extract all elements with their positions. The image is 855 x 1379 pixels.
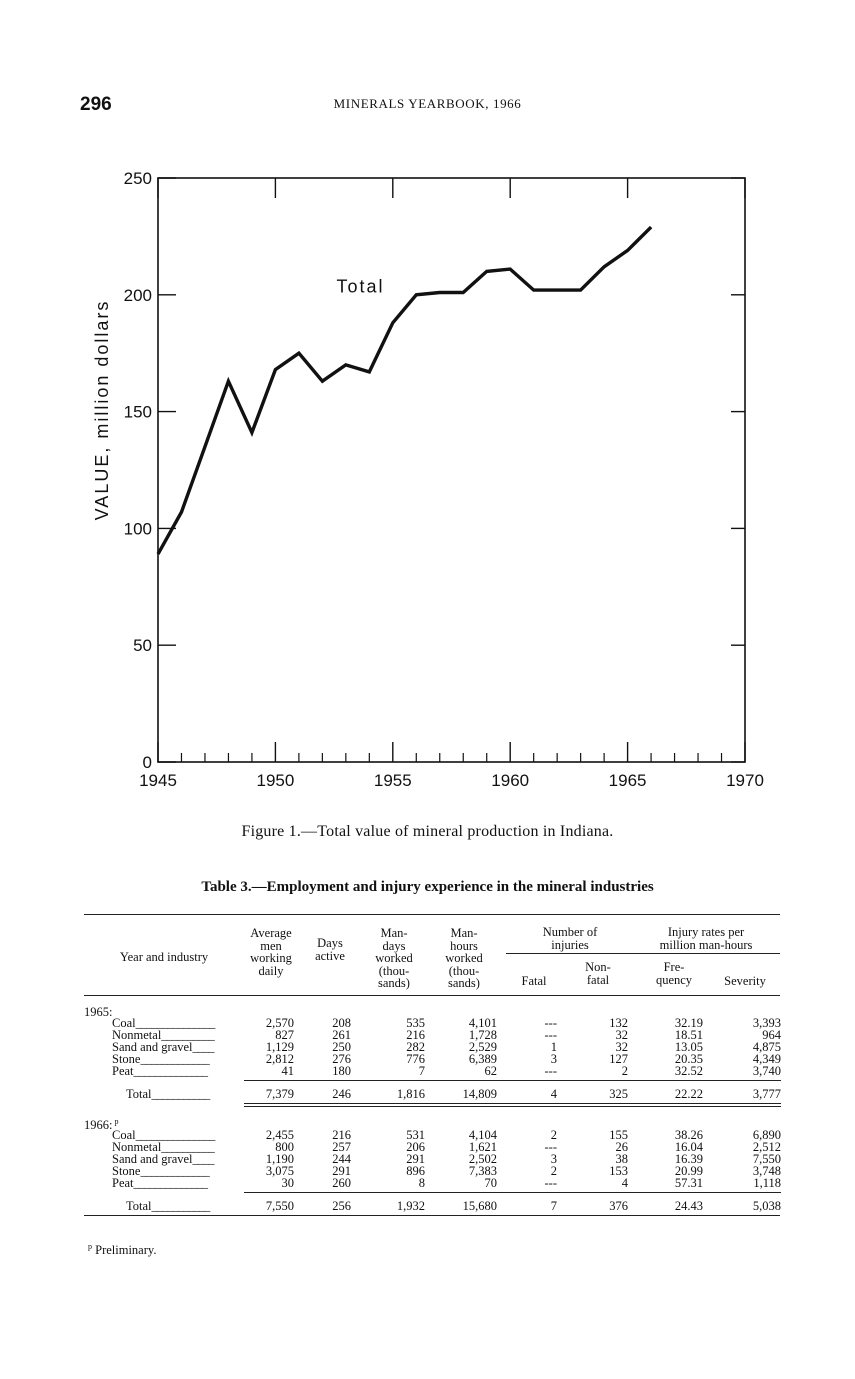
total-row-severity: 5,038 xyxy=(752,1199,781,1213)
row-leader-dots: ______________ xyxy=(133,1176,208,1190)
header-year-industry xyxy=(84,951,244,964)
total-row-days: 256 xyxy=(332,1199,351,1213)
total-row-severity: 3,777 xyxy=(752,1087,781,1101)
row-label-text: Total xyxy=(126,1087,152,1101)
header-man-hours-line: (thou- xyxy=(448,963,480,978)
y-tick-label: 250 xyxy=(123,169,152,188)
total-row-frequency: 24.43 xyxy=(674,1199,703,1213)
table-row-mandays: 896 xyxy=(406,1164,425,1178)
table-row-days: 276 xyxy=(332,1052,351,1066)
series-label-total: Total xyxy=(336,276,385,297)
page-number: 296 xyxy=(80,94,112,115)
table-row-severity: 3,748 xyxy=(752,1164,781,1178)
row-leader-dots: _____________ xyxy=(140,1052,209,1066)
table-row-men: 800 xyxy=(275,1140,294,1154)
table-row-men: 3,075 xyxy=(265,1164,294,1178)
table-row-severity: 3,740 xyxy=(752,1064,781,1078)
table-row-men: 2,812 xyxy=(265,1052,294,1066)
table-row-mandays: 531 xyxy=(406,1128,425,1142)
table-row-fatal: --- xyxy=(544,1176,557,1190)
table-row-men: 30 xyxy=(281,1176,294,1190)
header-injury-rates-line: million man-hours xyxy=(659,937,753,952)
x-tick-label: 1960 xyxy=(491,771,530,790)
series-line-total xyxy=(158,227,651,554)
header-man-hours-line: Man- xyxy=(450,926,478,940)
table-row-days: 180 xyxy=(332,1064,351,1078)
table-row-frequency: 57.31 xyxy=(674,1176,703,1190)
y-axis-title: VALUE, million dollars xyxy=(92,299,112,521)
total-double-rule-a xyxy=(244,1103,781,1104)
header-bottom-rule xyxy=(84,995,780,996)
table-row-severity: 2,512 xyxy=(752,1140,781,1154)
table-row-severity: 4,875 xyxy=(752,1040,781,1054)
row-leader-dots: ______________ xyxy=(133,1064,208,1078)
row-leader-dots: ___________ xyxy=(151,1199,210,1213)
table-row-fatal: 1 xyxy=(550,1040,557,1054)
header-severity-line: Severity xyxy=(724,974,766,988)
table-row-nonfatal: 26 xyxy=(615,1140,628,1154)
table-row-mandays: 776 xyxy=(406,1052,425,1066)
table-row-manhours: 4,101 xyxy=(468,1016,497,1030)
table-row-mandays: 216 xyxy=(406,1028,425,1042)
header-frequency-line: Fre- xyxy=(663,960,685,974)
table-top-rule xyxy=(84,914,780,915)
table-row-mandays: 291 xyxy=(406,1152,425,1166)
header-frequency xyxy=(636,961,712,986)
table-row-severity: 3,393 xyxy=(752,1016,781,1030)
total-row-manhours: 14,809 xyxy=(462,1087,497,1101)
table-row-label xyxy=(112,1177,207,1190)
figure-caption: Figure 1.—Total value of mineral production in Indiana. xyxy=(241,823,614,840)
table-row-nonfatal: 2 xyxy=(621,1064,628,1078)
table-row-fatal: 3 xyxy=(550,1152,557,1166)
table-row-manhours: 1,621 xyxy=(468,1140,497,1154)
table-row-frequency: 38.26 xyxy=(674,1128,703,1142)
x-tick-label: 1955 xyxy=(373,771,412,790)
subtotal-rule xyxy=(244,1080,781,1081)
y-tick-label: 0 xyxy=(142,753,152,772)
table-row-manhours: 2,529 xyxy=(468,1040,497,1054)
header-number-injuries-line: injuries xyxy=(551,937,589,952)
header-man-days-line: worked xyxy=(375,951,413,965)
total-double-rule-b xyxy=(244,1106,781,1107)
row-leader-dots: ____ xyxy=(192,1040,214,1054)
row-label-text: Nonmetal xyxy=(112,1028,162,1042)
table-row-nonfatal: 32 xyxy=(615,1028,628,1042)
x-tick-label: 1970 xyxy=(726,771,764,790)
table-row-mandays: 7 xyxy=(418,1064,425,1078)
table-row-frequency: 13.05 xyxy=(674,1040,703,1054)
header-men-working-line: Average xyxy=(250,926,292,940)
total-row-label xyxy=(126,1200,209,1213)
year-text: 1966: xyxy=(84,1118,113,1133)
table-row-mandays: 535 xyxy=(406,1016,425,1030)
total-row-men: 7,379 xyxy=(265,1087,294,1101)
total-row-frequency: 22.22 xyxy=(674,1087,703,1101)
x-tick-label: 1965 xyxy=(608,771,647,790)
table-row-manhours: 1,728 xyxy=(468,1028,497,1042)
table-row-fatal: --- xyxy=(544,1064,557,1078)
row-leader-dots: __________ xyxy=(161,1028,214,1042)
header-man-days xyxy=(362,927,426,990)
table-row-frequency: 20.99 xyxy=(674,1164,703,1178)
header-man-hours-line: worked xyxy=(445,951,483,965)
y-tick-label: 200 xyxy=(123,285,152,305)
table-row-men: 2,570 xyxy=(265,1016,294,1030)
subtotal-rule xyxy=(244,1192,781,1193)
header-frequency-line: quency xyxy=(655,972,693,987)
header-man-hours xyxy=(432,927,496,990)
header-man-days-line: (thou- xyxy=(378,963,410,978)
row-leader-dots: _______________ xyxy=(135,1128,215,1142)
header-man-days-line: sands) xyxy=(378,976,410,990)
table-row-days: 260 xyxy=(332,1176,351,1190)
row-leader-dots: ___________ xyxy=(151,1087,210,1101)
table-row-days: 208 xyxy=(332,1016,351,1030)
row-label-text: Peat xyxy=(112,1176,134,1190)
header-nonfatal-line: Non- xyxy=(585,960,611,974)
table-row-fatal: --- xyxy=(544,1028,557,1042)
table-row-manhours: 62 xyxy=(484,1064,497,1078)
x-tick-label: 1945 xyxy=(139,771,177,790)
header-number-injuries xyxy=(515,926,625,951)
header-men-working-line: men xyxy=(260,938,282,953)
y-tick-label: 50 xyxy=(133,636,152,656)
total-row-nonfatal: 376 xyxy=(609,1199,628,1213)
row-label-text: Total xyxy=(126,1199,152,1213)
table-row-men: 1,190 xyxy=(265,1152,294,1166)
row-label-text: Nonmetal xyxy=(112,1140,162,1154)
table-row-frequency: 16.04 xyxy=(674,1140,703,1154)
injury-subheader-rule xyxy=(506,953,780,954)
row-label-text: Stone xyxy=(112,1052,141,1066)
row-label-text: Sand and gravel xyxy=(112,1040,193,1054)
table-row-fatal: 2 xyxy=(550,1128,557,1142)
table-row-manhours: 2,502 xyxy=(468,1152,497,1166)
table-row-days: 250 xyxy=(332,1040,351,1054)
header-nonfatal xyxy=(566,961,630,986)
table-row-fatal: 2 xyxy=(550,1164,557,1178)
footnote xyxy=(88,1242,156,1258)
table-row-days: 257 xyxy=(332,1140,351,1154)
header-man-hours-line: hours xyxy=(450,938,478,953)
table-row-nonfatal: 127 xyxy=(609,1052,628,1066)
header-nonfatal-line: fatal xyxy=(586,972,610,987)
table-row-nonfatal: 132 xyxy=(609,1016,628,1030)
table-row-label xyxy=(112,1065,207,1078)
header-man-days-line: days xyxy=(382,938,406,953)
table-row-fatal: 3 xyxy=(550,1052,557,1066)
table-row-mandays: 282 xyxy=(406,1040,425,1054)
total-row-mandays: 1,932 xyxy=(396,1199,425,1213)
preliminary-mark: p xyxy=(112,1117,119,1126)
row-leader-dots: _______________ xyxy=(135,1016,215,1030)
total-row-nonfatal: 325 xyxy=(609,1087,628,1101)
table-row-days: 291 xyxy=(332,1164,351,1178)
row-label-text: Stone xyxy=(112,1164,141,1178)
table-row-severity: 7,550 xyxy=(752,1152,781,1166)
table-row-mandays: 206 xyxy=(406,1140,425,1154)
row-label-text: Coal xyxy=(112,1016,136,1030)
row-leader-dots: __________ xyxy=(161,1140,214,1154)
total-row-men: 7,550 xyxy=(265,1199,294,1213)
plot-frame xyxy=(158,178,745,762)
table-row-severity: 1,118 xyxy=(753,1176,781,1190)
table-row-men: 827 xyxy=(275,1028,294,1042)
y-tick-label: 100 xyxy=(123,519,152,539)
table-row-nonfatal: 4 xyxy=(621,1176,628,1190)
table-row-frequency: 32.19 xyxy=(674,1016,703,1030)
table-row-severity: 964 xyxy=(762,1028,781,1042)
table-row-manhours: 70 xyxy=(484,1176,497,1190)
table-row-days: 261 xyxy=(332,1028,351,1042)
table-row-men: 1,129 xyxy=(265,1040,294,1054)
header-injury-rates xyxy=(636,926,776,951)
table-row-nonfatal: 38 xyxy=(615,1152,628,1166)
header-fatal xyxy=(506,975,562,988)
table-row-frequency: 16.39 xyxy=(674,1152,703,1166)
table-row-nonfatal: 155 xyxy=(609,1128,628,1142)
table-row-frequency: 32.52 xyxy=(674,1064,703,1078)
row-label-text: Sand and gravel xyxy=(112,1152,193,1166)
total-row-fatal: 4 xyxy=(550,1087,557,1101)
table-row-severity: 4,349 xyxy=(752,1052,781,1066)
header-men-working-line: working xyxy=(250,951,292,965)
footnote-text: Preliminary. xyxy=(95,1243,157,1258)
total-row-label xyxy=(126,1088,209,1101)
header-number-injuries-line: Number of xyxy=(542,925,598,939)
header-days-active-line: Days xyxy=(317,936,343,950)
header-days-active xyxy=(300,937,360,962)
table-row-manhours: 7,383 xyxy=(468,1164,497,1178)
total-row-days: 246 xyxy=(332,1087,351,1101)
header-severity xyxy=(710,975,780,988)
running-head: MINERALS YEARBOOK, 1966 xyxy=(333,96,522,111)
table-row-nonfatal: 153 xyxy=(609,1164,628,1178)
header-year-industry-line: Year and industry xyxy=(119,950,209,964)
header-fatal-line: Fatal xyxy=(521,974,547,988)
table-row-manhours: 4,104 xyxy=(468,1128,497,1142)
header-days-active-line: active xyxy=(315,948,345,963)
total-row-manhours: 15,680 xyxy=(462,1199,497,1213)
row-label-text: Coal xyxy=(112,1128,136,1142)
table-row-frequency: 20.35 xyxy=(674,1052,703,1066)
row-leader-dots: _____________ xyxy=(140,1164,209,1178)
y-tick-label: 150 xyxy=(123,402,152,422)
header-man-days-line: Man- xyxy=(380,926,408,940)
year-label xyxy=(84,1005,112,1020)
header-men-working-line: daily xyxy=(258,963,284,978)
table-row-men: 41 xyxy=(281,1064,294,1078)
table-row-severity: 6,890 xyxy=(752,1128,781,1142)
year-text: 1965: xyxy=(84,1005,113,1019)
table-title: Table 3.—Employment and injury experience in the mineral industries xyxy=(201,879,654,895)
footnote-mark: p xyxy=(88,1242,92,1251)
table-row-nonfatal: 32 xyxy=(615,1040,628,1054)
header-injury-rates-line: Injury rates per xyxy=(667,925,745,939)
table-row-days: 216 xyxy=(332,1128,351,1142)
row-label-text: Peat xyxy=(112,1064,134,1078)
table-row-manhours: 6,389 xyxy=(468,1052,497,1066)
table-row-mandays: 8 xyxy=(418,1176,425,1190)
table-row-men: 2,455 xyxy=(265,1128,294,1142)
row-leader-dots: ____ xyxy=(192,1152,214,1166)
x-tick-label: 1950 xyxy=(256,771,295,790)
table-row-days: 244 xyxy=(332,1152,351,1166)
header-men-working xyxy=(238,927,304,977)
header-man-hours-line: sands) xyxy=(448,976,480,990)
total-row-mandays: 1,816 xyxy=(396,1087,425,1101)
value-line-chart xyxy=(0,150,855,810)
total-row-fatal: 7 xyxy=(550,1199,557,1213)
table-row-fatal: --- xyxy=(544,1140,557,1154)
table-row-frequency: 18.51 xyxy=(674,1028,703,1042)
table-bottom-rule xyxy=(84,1215,780,1216)
table-row-fatal: --- xyxy=(544,1016,557,1030)
